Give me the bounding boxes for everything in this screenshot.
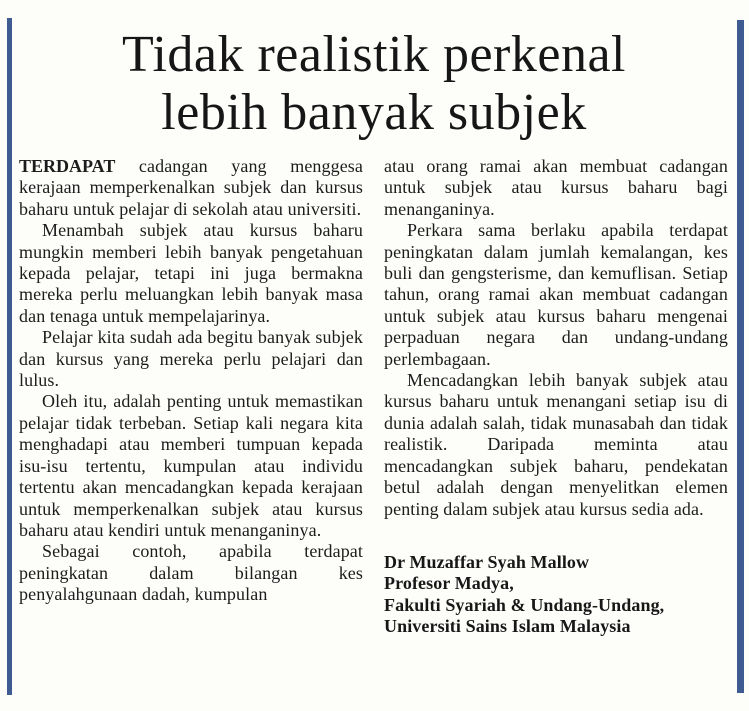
- paragraph: Perkara sama berlaku apabila terdapat peningkatan dalam jumlah kemalangan, kes buli dan gengsterisme, dan kemuflisan. Setiap tahun, orang ramai akan membuat cadangan untuk subjek atau kursus baharu mengenai perpaduan negara dan undang-undang perlembagaan.: [384, 220, 728, 369]
- paragraph: Mencadangkan lebih banyak subjek atau kursus baharu untuk menangani setiap isu di dunia adalah salah, tidak munasabah dan tidak realistik. Daripada meminta atau mencadangkan subjek baharu, pendekatan betul adalah dengan menyelitkan elemen penting dalam subjek atau kursus sedia ada.: [384, 370, 728, 519]
- paragraph: Menambah subjek atau kursus baharu mungkin memberi lebih banyak pengetahuan kepada pelajar, tetapi ini juga bermakna mereka perlu meluangkan lebih banyak masa dan tenaga untuk mempelajarinya.: [19, 220, 363, 326]
- paragraph-lead: [19, 156, 363, 220]
- byline-author-university: Universiti Sains Islam Malaysia: [384, 616, 631, 637]
- paragraph: Oleh itu, adalah penting untuk memastikan pelajar tidak terbeban. Setiap kali negara kita menghadapi atau memberi tumpuan kepada isu-isu tertentu, kumpulan atau individu tertentu akan mencadangkan kepada kerajaan untuk memperkenalkan subjek atau kursus baharu atau kendiri untuk menanganinya.: [19, 391, 363, 540]
- right-border-rule: [737, 20, 744, 693]
- paragraph: Pelajar kita sudah ada begitu banyak subjek dan kursus yang mereka perlu pelajari dan lulus.: [19, 327, 363, 391]
- byline-author-role: Profesor Madya,: [384, 573, 514, 594]
- lead-word: TERDAPAT: [19, 156, 116, 176]
- byline-author-faculty: Fakulti Syariah & Undang-Undang,: [384, 594, 665, 615]
- paragraph: Sebagai contoh, apabila terdapat peningkatan dalam bilangan kes penyalahgunaan dadah, kumpulan: [19, 541, 363, 605]
- body-column-2: [384, 156, 728, 638]
- paragraph-continuation: atau orang ramai akan membuat cadangan untuk subjek atau kursus baharu bagi menanganinya.: [384, 156, 728, 219]
- headline-line-1: Tidak realistik perkenal: [122, 26, 626, 83]
- paragraph-lead-text: cadangan yang menggesa kerajaan memperkenalkan subjek dan kursus baharu untuk pelajar di sekolah atau universiti.: [19, 156, 363, 219]
- left-border-rule: [7, 18, 12, 695]
- headline-line-2: lebih banyak subjek: [161, 84, 587, 141]
- article-body: [19, 156, 729, 638]
- article-headline: [19, 0, 729, 142]
- byline: [384, 552, 728, 638]
- byline-author-name: Dr Muzaffar Syah Mallow: [384, 551, 590, 572]
- body-column-1: [19, 156, 363, 638]
- news-article: [19, 0, 729, 638]
